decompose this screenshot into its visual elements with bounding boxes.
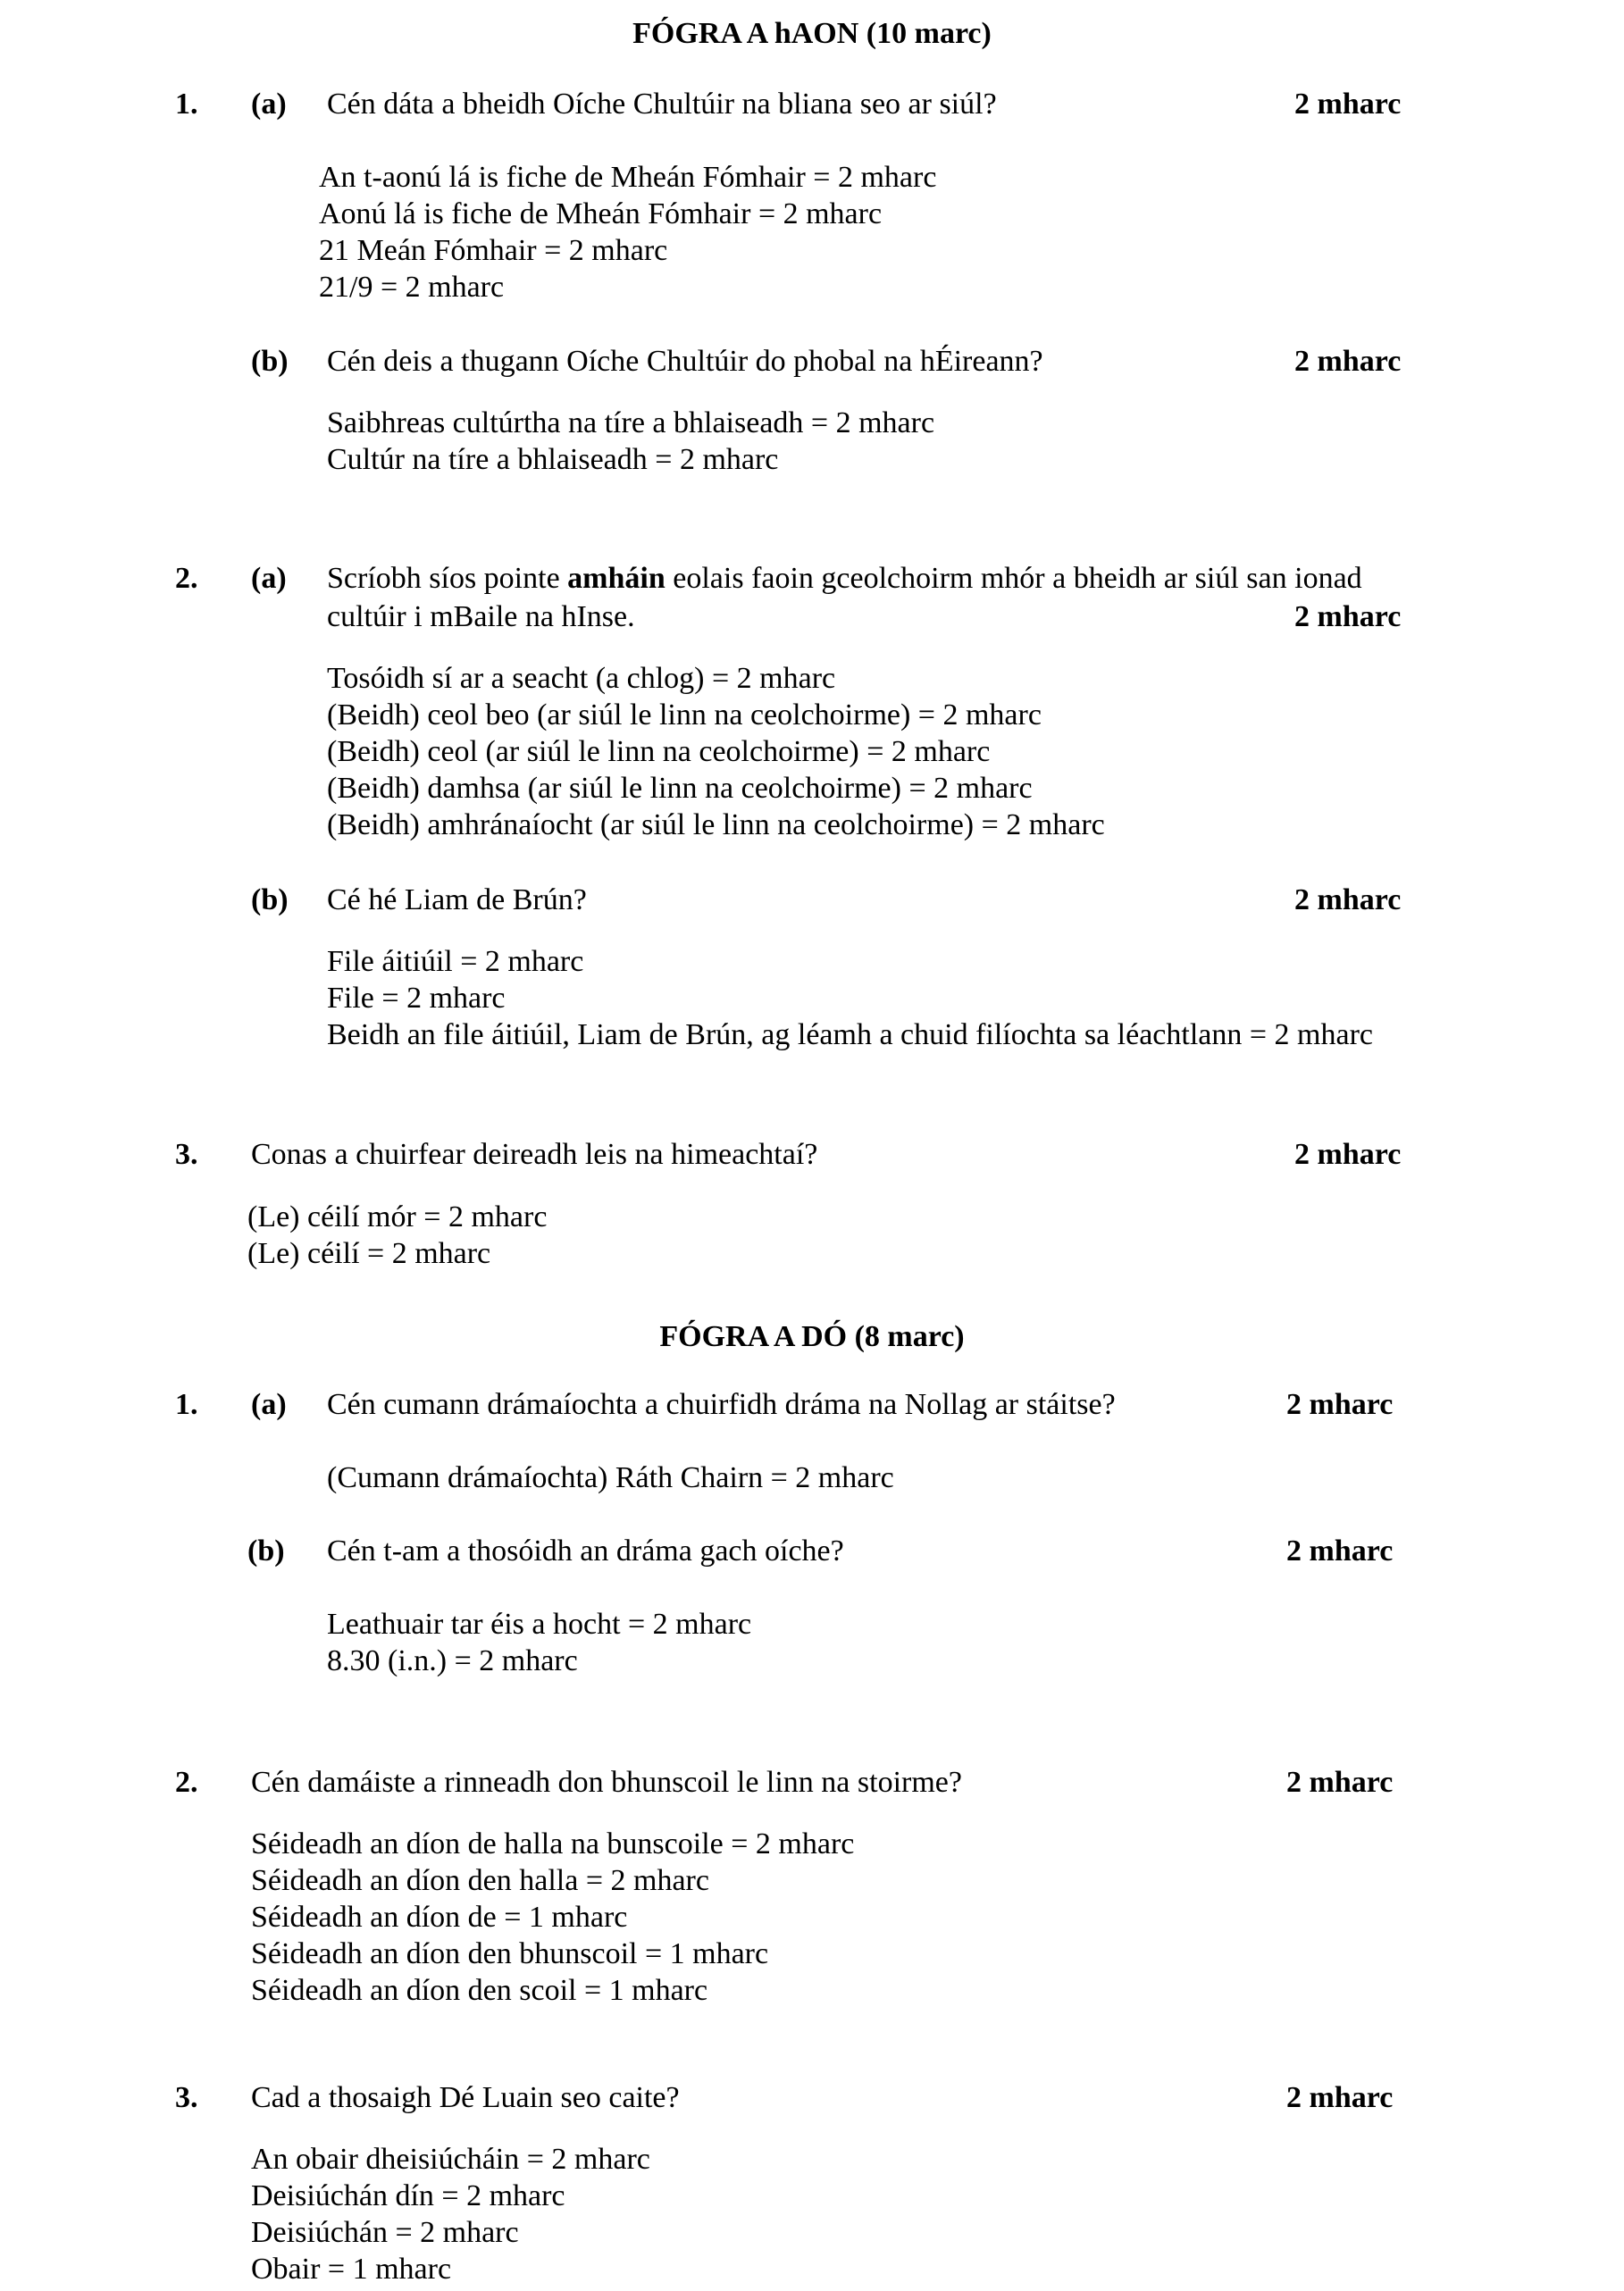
answer-line: Leathuair tar éis a hocht = 2 mharc bbox=[327, 1608, 752, 1641]
answer-line: (Beidh) ceol beo (ar siúl le linn na ceolchoirme) = 2 mharc bbox=[327, 698, 1042, 732]
answer-line: An t-aonú lá is fiche de Mheán Fómhair = 2 mharc bbox=[319, 161, 937, 194]
marks-label: 2 mharc bbox=[1294, 1138, 1402, 1171]
question-text-bold: amháin bbox=[567, 562, 666, 595]
answer-line: 21 Meán Fómhair = 2 mharc bbox=[319, 234, 668, 267]
question-number: 3. bbox=[175, 2081, 198, 2114]
question-number: 3. bbox=[175, 1138, 198, 1171]
answer-line: An obair dheisiúcháin = 2 mharc bbox=[251, 2143, 650, 2176]
question-number: 2. bbox=[175, 562, 198, 595]
question-text-start: Scríobh síos pointe bbox=[327, 562, 568, 595]
answer-line: 8.30 (i.n.) = 2 mharc bbox=[327, 1644, 578, 1677]
section-title-fogra-1: FÓGRA A hAON (10 marc) bbox=[632, 17, 992, 50]
answer-line: Deisiúchán = 2 mharc bbox=[251, 2216, 519, 2249]
answer-line: Saibhreas cultúrtha na tíre a bhlaiseadh = 2 mharc bbox=[327, 406, 935, 439]
answer-line: (Beidh) amhránaíocht (ar siúl le linn na ceolchoirme) = 2 mharc bbox=[327, 808, 1105, 841]
question-text-end: eolais faoin gceolchoirm mhór a bheidh ar siúl san ionad bbox=[665, 562, 1362, 595]
question-text: Conas a chuirfear deireadh leis na himeachtaí? bbox=[251, 1138, 818, 1171]
answer-line: Séideadh an díon den scoil = 1 mharc bbox=[251, 1974, 708, 2007]
part-label: (a) bbox=[251, 88, 287, 121]
answer-line: (Le) céilí mór = 2 mharc bbox=[247, 1200, 548, 1233]
question-text: Cén damáiste a rinneadh don bhunscoil le linn na stoirme? bbox=[251, 1766, 962, 1799]
question-text: Cad a thosaigh Dé Luain seo caite? bbox=[251, 2081, 680, 2114]
marks-label: 2 mharc bbox=[1294, 600, 1402, 633]
answer-line: Séideadh an díon de = 1 mharc bbox=[251, 1901, 628, 1934]
answer-line: File áitiúil = 2 mharc bbox=[327, 945, 584, 978]
section-title-fogra-2: FÓGRA A DÓ (8 marc) bbox=[659, 1320, 965, 1353]
question-text: Cén cumann drámaíochta a chuirfidh dráma na Nollag ar stáitse? bbox=[327, 1388, 1116, 1421]
answer-line: (Cumann drámaíochta) Ráth Chairn = 2 mharc bbox=[327, 1461, 894, 1494]
part-label: (a) bbox=[251, 562, 287, 595]
question-text: Cén deis a thugann Oíche Chultúir do phobal na hÉireann? bbox=[327, 345, 1043, 378]
question-text: Cén dáta a bheidh Oíche Chultúir na bliana seo ar siúl? bbox=[327, 88, 997, 121]
answer-line: Aonú lá is fiche de Mheán Fómhair = 2 mharc bbox=[319, 197, 883, 230]
question-number: 1. bbox=[175, 1388, 198, 1421]
marks-label: 2 mharc bbox=[1294, 88, 1402, 121]
question-number: 1. bbox=[175, 88, 198, 121]
answer-line: 21/9 = 2 mharc bbox=[319, 271, 505, 304]
marks-label: 2 mharc bbox=[1294, 345, 1402, 378]
marks-label: 2 mharc bbox=[1286, 1388, 1394, 1421]
part-label: (b) bbox=[247, 1534, 285, 1568]
answer-line: Séideadh an díon den bhunscoil = 1 mharc bbox=[251, 1937, 769, 1970]
marks-label: 2 mharc bbox=[1294, 883, 1402, 916]
answer-line: Deisiúchán dín = 2 mharc bbox=[251, 2179, 565, 2212]
answer-line: Séideadh an díon den halla = 2 mharc bbox=[251, 1864, 709, 1897]
answer-line: Obair = 1 mharc bbox=[251, 2253, 452, 2286]
answer-line: (Beidh) ceol (ar siúl le linn na ceolchoirme) = 2 mharc bbox=[327, 735, 991, 768]
answer-line: File = 2 mharc bbox=[327, 982, 506, 1015]
marks-label: 2 mharc bbox=[1286, 2081, 1394, 2114]
marks-label: 2 mharc bbox=[1286, 1766, 1394, 1799]
part-label: (b) bbox=[251, 883, 289, 916]
marks-label: 2 mharc bbox=[1286, 1534, 1394, 1568]
question-number: 2. bbox=[175, 1766, 198, 1799]
answer-line: (Beidh) damhsa (ar siúl le linn na ceolchoirme) = 2 mharc bbox=[327, 772, 1033, 805]
part-label: (b) bbox=[251, 345, 289, 378]
answer-line: Séideadh an díon de halla na bunscoile = 2 mharc bbox=[251, 1827, 855, 1860]
question-text: Cé hé Liam de Brún? bbox=[327, 883, 587, 916]
answer-line: Beidh an file áitiúil, Liam de Brún, ag léamh a chuid filíochta sa léachtlann = 2 mharc bbox=[327, 1018, 1374, 1051]
question-text: Cén t-am a thosóidh an dráma gach oíche? bbox=[327, 1534, 844, 1568]
answer-line: (Le) céilí = 2 mharc bbox=[247, 1237, 491, 1270]
question-text bbox=[327, 560, 1362, 598]
part-label: (a) bbox=[251, 1388, 287, 1421]
answer-line: Tosóidh sí ar a seacht (a chlog) = 2 mharc bbox=[327, 662, 836, 695]
answer-line: Cultúr na tíre a bhlaiseadh = 2 mharc bbox=[327, 443, 779, 476]
question-text-line2: cultúir i mBaile na hInse. bbox=[327, 600, 635, 633]
